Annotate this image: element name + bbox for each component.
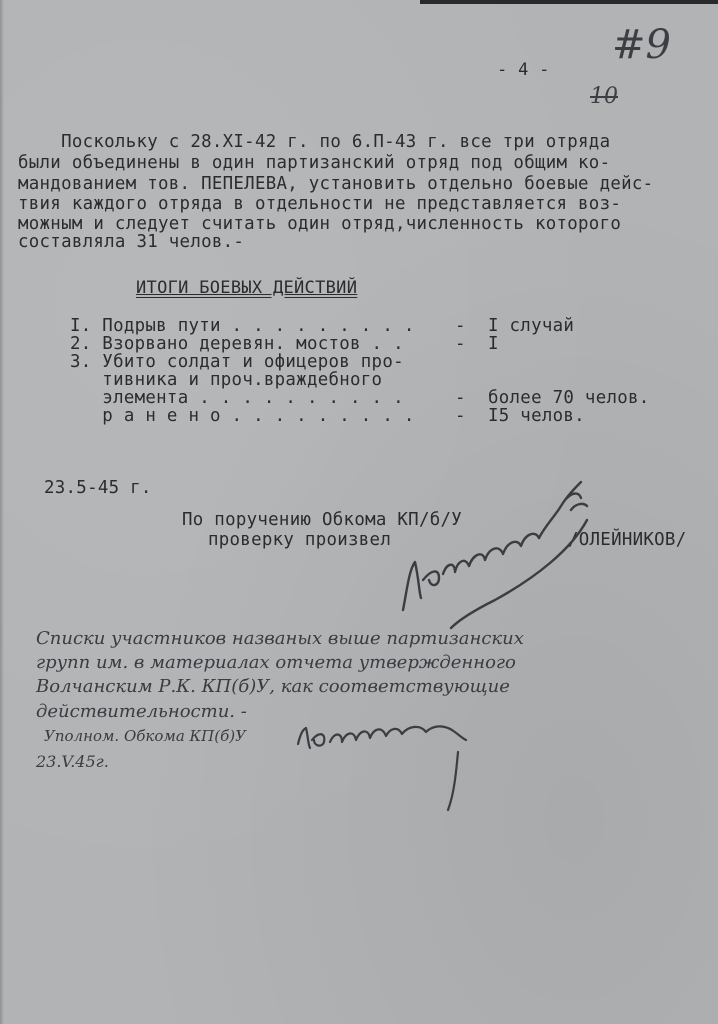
result-label: I. Подрыв пути . . . . . . . . . xyxy=(70,316,415,336)
signature-role: проверку произвел xyxy=(208,530,392,550)
annotation-line: Волчанским Р.К. КП(б)У, как соответствующие xyxy=(36,676,510,697)
annotation-date: 23.V.45г. xyxy=(36,752,109,771)
result-value: I случай xyxy=(488,316,575,336)
paragraph-line: мандованием тов. ПЕПЕЛЕВА, установить отдельно боевые дейс- xyxy=(18,174,654,194)
paragraph-line: твия каждого отряда в отдельности не представляется воз- xyxy=(18,194,622,214)
paragraph-line: можным и следует считать один отряд,численность которого xyxy=(18,214,622,234)
result-value: более 70 челов. xyxy=(488,388,650,408)
signature-authority: По поручению Обкома КП/б/У xyxy=(182,510,463,530)
archive-number-crossed-out: 10 xyxy=(590,84,618,109)
annotation-line: действительности. - xyxy=(36,701,247,722)
archive-number-handwritten: #9 xyxy=(612,22,671,68)
results-heading: ИТОГИ БОЕВЫХ ДЕЙСТВИЙ xyxy=(136,278,358,298)
paragraph-line: были объединены в один партизанский отряд под общим ко- xyxy=(18,153,611,173)
result-label: 3. Убито солдат и офицеров про- xyxy=(70,352,404,372)
annotation-line: Списки участников названых выше партизанских xyxy=(36,628,524,649)
result-value: I5 челов. xyxy=(488,406,585,426)
annotation-signer: Уполном. Обкома КП(б)У xyxy=(44,727,246,745)
result-value: I xyxy=(488,334,499,354)
page-number: - 4 - xyxy=(497,60,550,80)
result-label: тивника и проч.враждебного xyxy=(70,370,383,390)
scan-top-edge xyxy=(420,0,718,4)
scan-left-edge xyxy=(0,0,4,1024)
result-dash: - xyxy=(455,316,466,336)
annotation-line: групп им. в материалах отчета утвержденного xyxy=(36,652,516,673)
signatory-name: /ОЛЕЙНИКОВ/ xyxy=(568,530,687,550)
annotation-signature xyxy=(292,718,482,818)
document-date: 23.5-45 г. xyxy=(44,478,152,498)
handwritten-signature xyxy=(395,470,605,640)
result-dash: - xyxy=(455,388,466,408)
result-dash: - xyxy=(455,406,466,426)
result-dash: - xyxy=(455,334,466,354)
result-label: элемента . . . . . . . . . . xyxy=(70,388,404,408)
paragraph-line: составляла 31 челов.- xyxy=(18,232,245,252)
result-label: 2. Взорвано деревян. мостов . . xyxy=(70,334,404,354)
result-label: р а н е н о . . . . . . . . . xyxy=(70,406,415,426)
paragraph-line: Поскольку с 28.XI-42 г. по 6.П-43 г. все три отряда xyxy=(18,132,611,152)
